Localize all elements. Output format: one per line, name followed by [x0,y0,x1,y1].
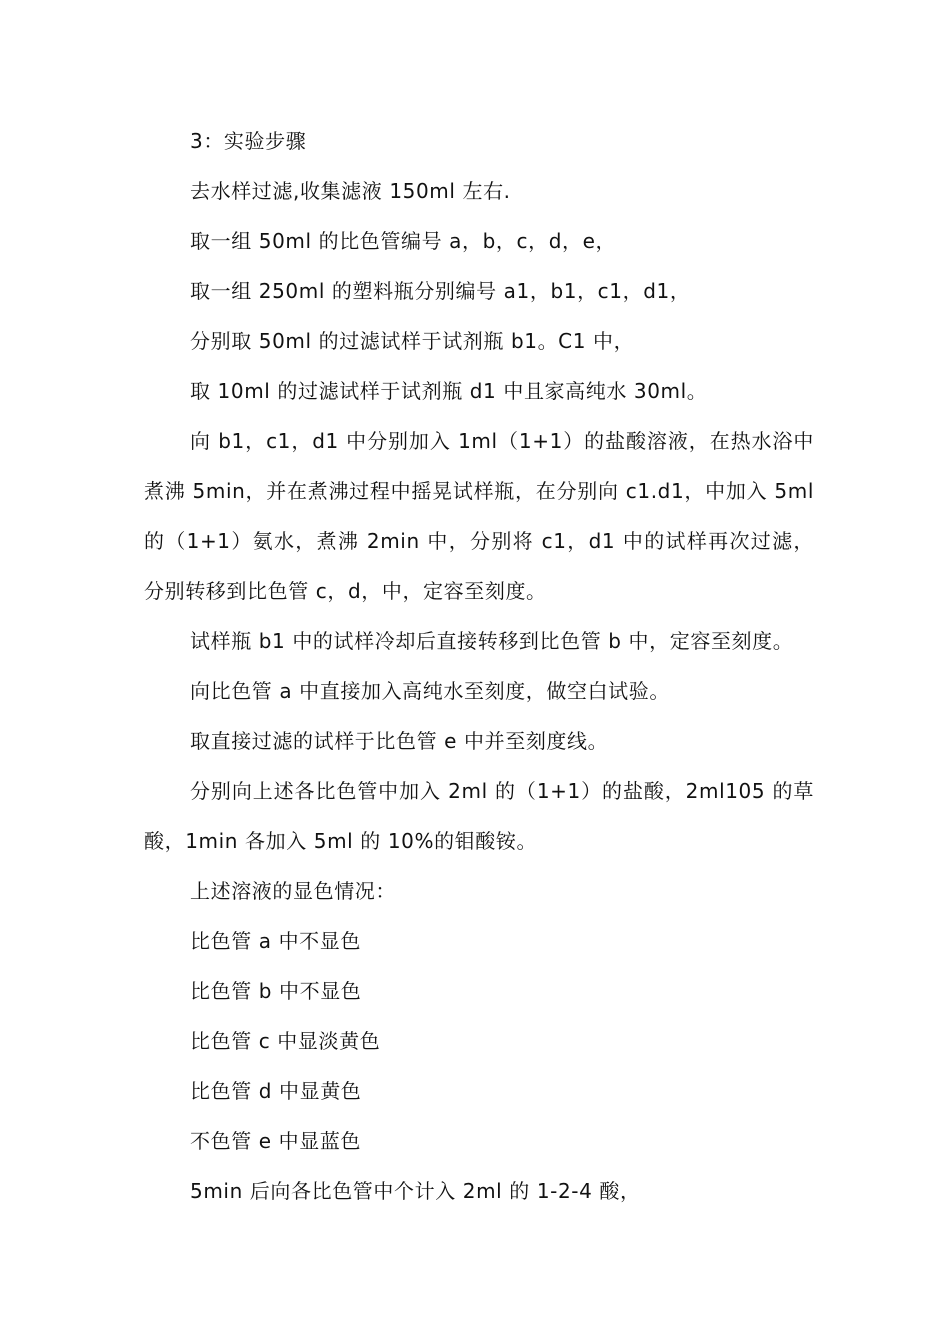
result-item: 比色管 d 中显黄色 [190,1079,362,1103]
section-heading: 3：实验步骤 [190,129,307,153]
paragraph: 取一组 50ml 的比色管编号 a，b，c，d，e， [190,229,617,253]
result-item: 比色管 c 中显淡黄色 [190,1029,381,1053]
paragraph: 取一组 250ml 的塑料瓶分别编号 a1，b1，c1，d1， [190,279,691,303]
paragraph: 分别向上述各比色管中加入 2ml 的（1+1）的盐酸，2ml105 的草酸，1min 各加入 5ml 的 10%的钼酸铵。 [144,779,814,853]
paragraph: 取直接过滤的试样于比色管 e 中并至刻度线。 [190,729,609,753]
result-item: 不色管 e 中显蓝色 [190,1129,362,1153]
paragraph: 向 b1，c1，d1 中分别加入 1ml（1+1）的盐酸溶液，在热水浴中煮沸 5min，并在煮沸过程中摇晃试样瓶，在分别向 c1.d1，中加入 5ml 的（1+1）氨水，煮沸 2min 中，分别将 c1，d1 中的试样再次过滤，分别转移到比色管 c，d，中，定容至刻度。 [144,429,814,603]
result-item: 比色管 b 中不显色 [190,979,362,1003]
paragraph: 取 10ml 的过滤试样于试剂瓶 d1 中且家高纯水 30ml。 [190,379,708,403]
document-body [144,116,814,1216]
paragraph: 5min 后向各比色管中个计入 2ml 的 1-2-4 酸， [190,1179,641,1203]
paragraph: 试样瓶 b1 中的试样冷却后直接转移到比色管 b 中，定容至刻度。 [190,629,794,653]
paragraph: 上述溶液的显色情况： [190,879,396,903]
paragraph: 去水样过滤,收集滤液 150ml 左右. [190,179,511,203]
paragraph: 分别取 50ml 的过滤试样于试剂瓶 b1。C1 中， [190,329,635,353]
paragraph: 向比色管 a 中直接加入高纯水至刻度，做空白试验。 [190,679,670,703]
result-item: 比色管 a 中不显色 [190,929,361,953]
